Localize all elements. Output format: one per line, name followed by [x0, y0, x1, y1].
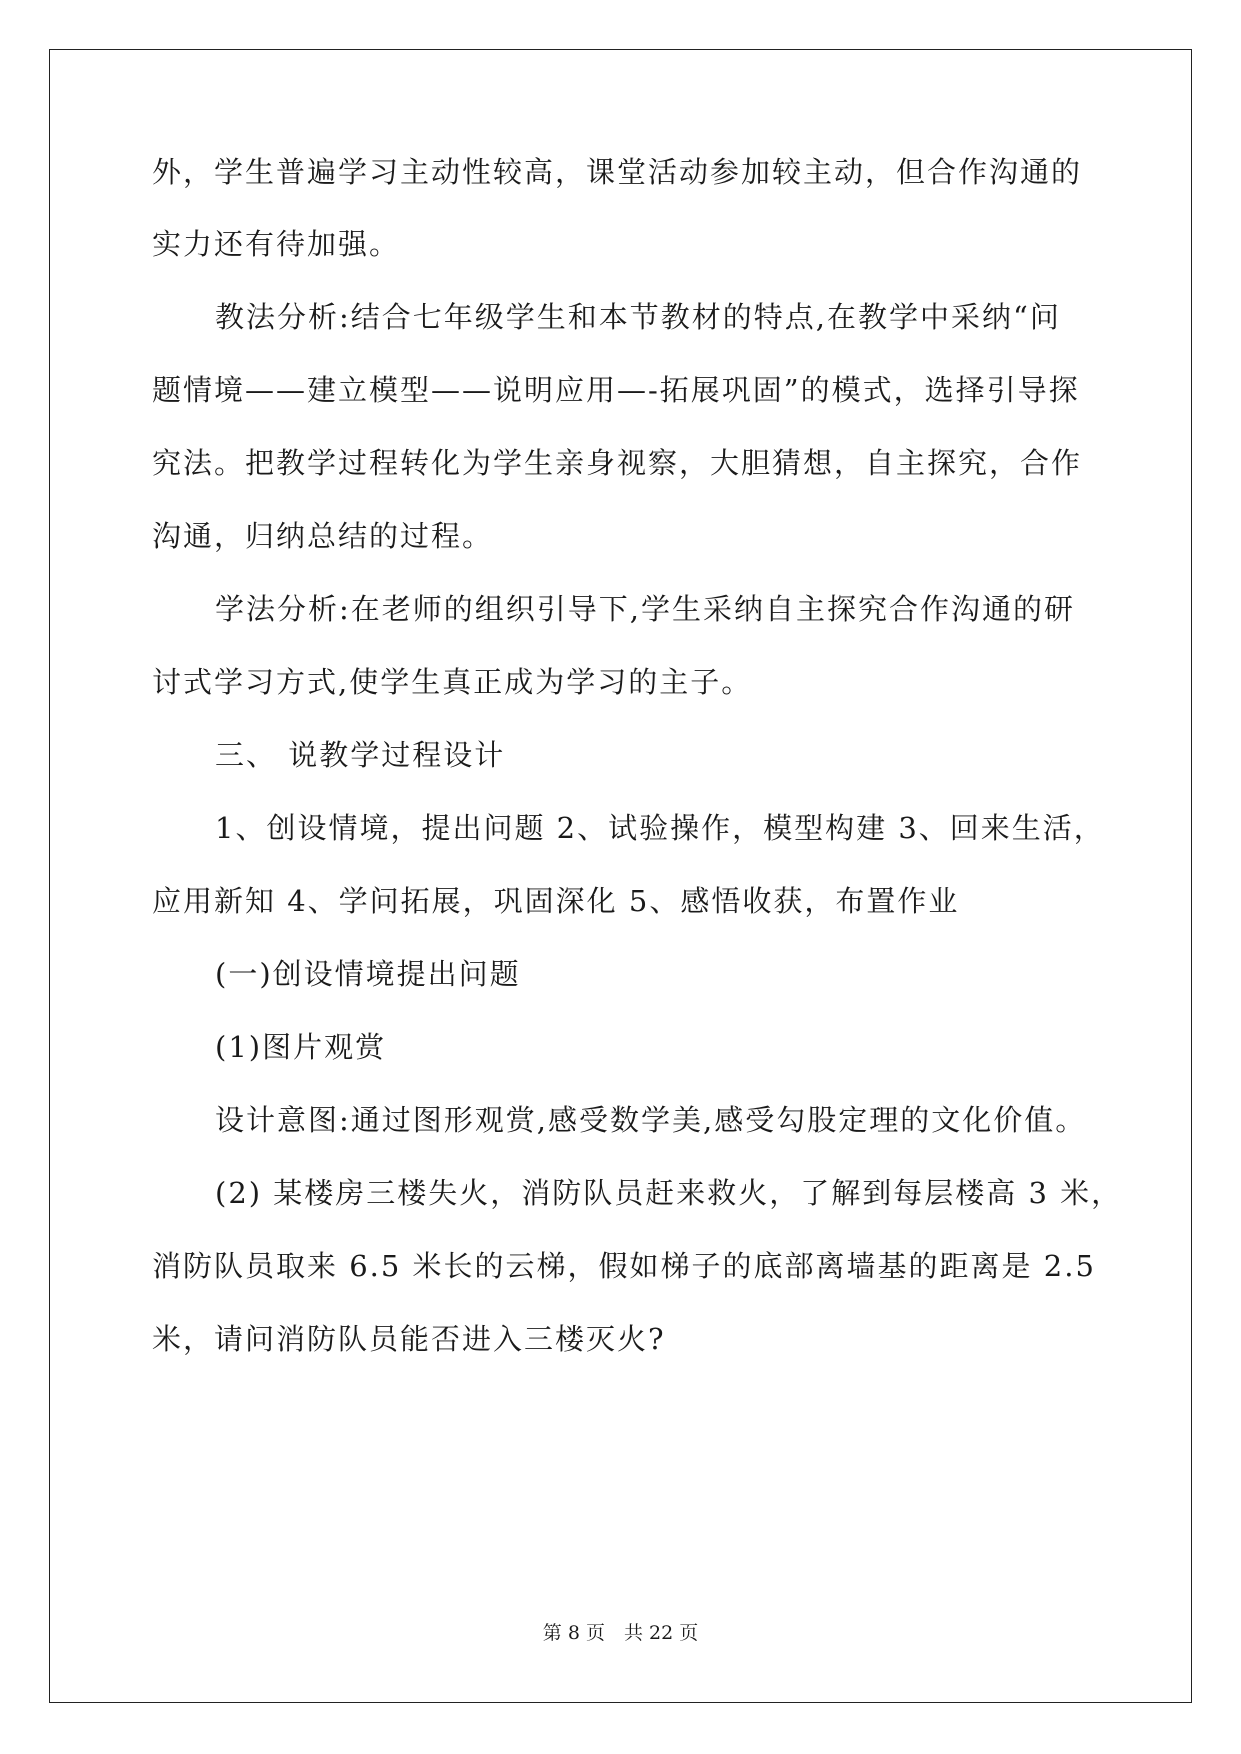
paragraph-start-steps: 1、创设情境，提出问题 2、试验操作，模型构建 3、回来生活， — [215, 811, 1105, 845]
section-heading: 三、 说教学过程设计 — [215, 738, 506, 772]
item-heading: (1)图片观赏 — [215, 1030, 387, 1064]
page-number-footer: 第 8 页 共 22 页 — [542, 1622, 699, 1644]
text-line: 实力还有待加强。 — [152, 227, 401, 261]
paragraph-start-teaching-method: 教法分析:结合七年级学生和本节教材的特点,在教学中采纳“问 — [215, 300, 1061, 334]
text-line: 外，学生普遍学习主动性较高，课堂活动参加较主动，但合作沟通的 — [152, 155, 1083, 189]
text-line: 题情境——建立模型——说明应用—-拓展巩固”的模式，选择引导探 — [152, 373, 1080, 407]
text-line: 讨式学习方式,使学生真正成为学习的主子。 — [152, 665, 753, 699]
subsection-heading: (一)创设情境提出问题 — [215, 957, 521, 991]
text-line: 消防队员取来 6.5 米长的云梯，假如梯子的底部离墙基的距离是 2.5 — [152, 1249, 1096, 1283]
design-intent-line: 设计意图:通过图形观赏,感受数学美,感受勾股定理的文化价值。 — [215, 1103, 1087, 1137]
paragraph-start-learning-method: 学法分析:在老师的组织引导下,学生采纳自主探究合作沟通的研 — [215, 592, 1075, 626]
text-line: 应用新知 4、学问拓展，巩固深化 5、感悟收获，布置作业 — [152, 884, 960, 918]
text-line: 究法。把教学过程转化为学生亲身视察，大胆猜想，自主探究，合作 — [152, 446, 1083, 480]
text-line: 沟通，归纳总结的过程。 — [152, 519, 494, 553]
text-line: 米，请问消防队员能否进入三楼灭火? — [152, 1322, 666, 1356]
paragraph-start-problem: (2) 某楼房三楼失火，消防队员赶来救火，了解到每层楼高 3 米， — [215, 1176, 1123, 1210]
